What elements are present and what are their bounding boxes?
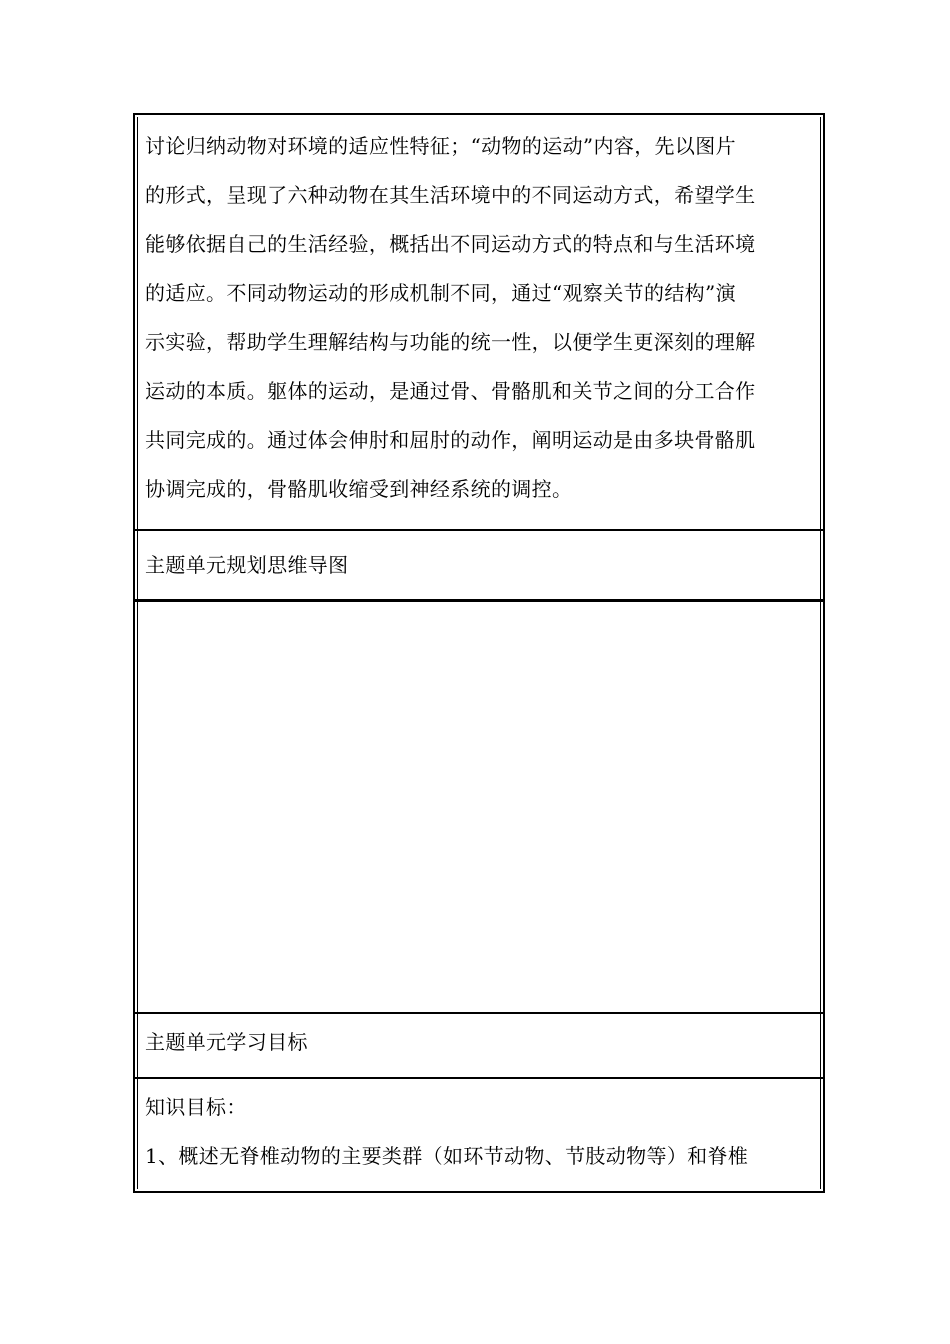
objectives-cell <box>135 1079 823 1191</box>
knowledge-objective-label: 知识目标： <box>145 1095 247 1119</box>
mindmap-heading-cell <box>135 531 823 601</box>
intro-line: 讨论归纳动物对环境的适应性特征；“动物的运动”内容，先以图片 <box>145 134 736 158</box>
intro-line: 的适应。不同动物运动的形成机制不同，通过“观察关节的结构”演 <box>145 281 736 305</box>
intro-line: 示实验，帮助学生理解结构与功能的统一性，以便学生更深刻的理解 <box>145 330 756 354</box>
objective-item: 1、概述无脊椎动物的主要类群（如环节动物、节肢动物等）和脊椎 <box>145 1144 749 1168</box>
intro-cell <box>135 115 823 531</box>
mindmap-heading: 主题单元规划思维导图 <box>145 553 349 577</box>
lesson-plan-table <box>133 113 825 1193</box>
objectives-heading: 主题单元学习目标 <box>145 1030 308 1054</box>
intro-line: 协调完成的，骨骼肌收缩受到神经系统的调控。 <box>145 477 573 501</box>
intro-line: 共同完成的。通过体会伸肘和屈肘的动作，阐明运动是由多块骨骼肌 <box>145 428 756 452</box>
intro-line: 运动的本质。躯体的运动，是通过骨、骨骼肌和关节之间的分工合作 <box>145 379 756 403</box>
objectives-heading-cell <box>135 1014 823 1079</box>
intro-line: 的形式，呈现了六种动物在其生活环境中的不同运动方式，希望学生 <box>145 183 756 207</box>
mindmap-area <box>135 601 823 1014</box>
intro-line: 能够依据自己的生活经验，概括出不同运动方式的特点和与生活环境 <box>145 232 756 256</box>
